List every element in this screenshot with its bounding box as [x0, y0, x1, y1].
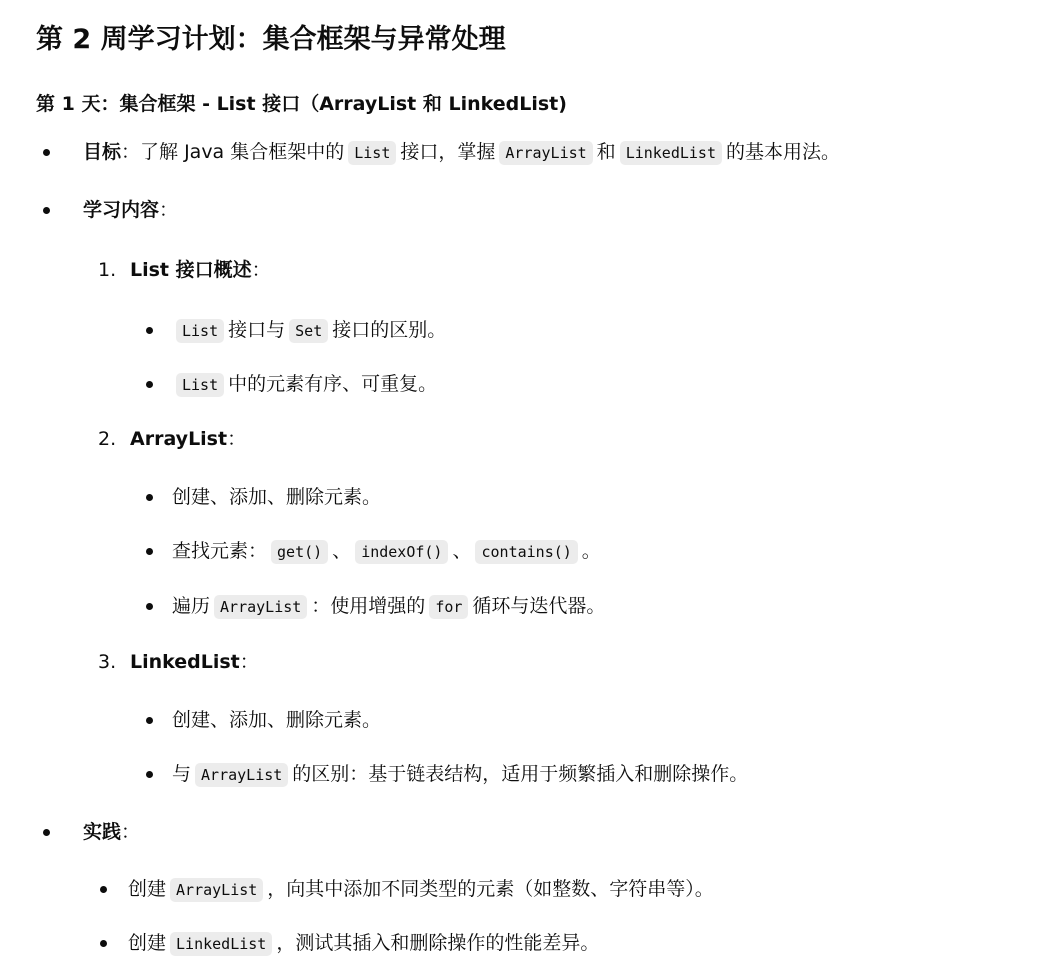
item-text: 查找元素： — [172, 540, 268, 562]
goal-text: 了解 Java 集合框架中的 — [140, 141, 345, 163]
inline-code: for — [429, 595, 468, 619]
bullet-dot — [100, 940, 107, 947]
section-heading — [130, 256, 271, 284]
colon: ： — [251, 259, 271, 281]
inline-code: ArrayList — [195, 763, 288, 787]
list-item — [172, 760, 748, 789]
inline-code: indexOf() — [355, 540, 448, 564]
item-text: ，向其中添加不同类型的元素（如整数、字符串等）。 — [267, 878, 714, 900]
section-label: List 接口概述 — [130, 259, 252, 281]
content-item — [83, 196, 178, 224]
item-text: 遍历 — [172, 595, 211, 617]
practice-item — [83, 818, 140, 846]
inline-code: Set — [289, 319, 328, 343]
inline-code: List — [348, 141, 396, 165]
inline-code: LinkedList — [620, 141, 722, 165]
colon: ： — [227, 428, 247, 450]
inline-code: contains() — [475, 540, 577, 564]
bullet-dot — [146, 548, 153, 555]
goal-text: 接口，掌握 — [400, 141, 496, 163]
item-text: 创建 — [128, 932, 167, 954]
goal-item — [83, 138, 840, 167]
item-text: 接口的区别。 — [332, 319, 447, 341]
list-item — [172, 592, 605, 621]
list-number: 2. — [98, 428, 117, 450]
page-title: 第 2 周学习计划：集合框架与异常处理 — [36, 24, 506, 55]
item-text: 。 — [581, 540, 601, 562]
inline-code: LinkedList — [170, 932, 272, 956]
item-text: 循环与迭代器。 — [472, 595, 606, 617]
list-item — [172, 537, 601, 566]
section-label: ArrayList — [130, 428, 228, 450]
list-item — [128, 929, 599, 958]
bullet-dot — [43, 829, 50, 836]
colon: ： — [121, 821, 141, 843]
section-heading — [130, 425, 246, 453]
goal-text: 的基本用法。 — [726, 141, 841, 163]
bullet-dot — [146, 327, 153, 334]
list-item — [128, 875, 714, 904]
bullet-dot — [146, 717, 153, 724]
inline-code: get() — [271, 540, 328, 564]
item-text: 创建、添加、删除元素。 — [172, 486, 382, 508]
inline-code: ArrayList — [214, 595, 307, 619]
list-item — [172, 483, 381, 511]
inline-code: List — [176, 373, 224, 397]
item-text: 创建 — [128, 878, 167, 900]
item-text: ：使用增强的 — [311, 595, 426, 617]
goal-text: 和 — [596, 141, 616, 163]
section-heading — [130, 648, 259, 676]
bullet-dot — [146, 494, 153, 501]
item-text: 接口与 — [228, 319, 286, 341]
item-text: 、 — [332, 540, 352, 562]
inline-code: List — [176, 319, 224, 343]
list-item — [172, 706, 381, 734]
colon: ： — [159, 199, 179, 221]
bullet-dot — [146, 603, 153, 610]
inline-code: ArrayList — [170, 878, 263, 902]
practice-label: 实践 — [83, 821, 122, 843]
item-text: 与 — [172, 763, 192, 785]
item-text: 的区别：基于链表结构，适用于频繁插入和删除操作。 — [292, 763, 749, 785]
day-heading: 第 1 天：集合框架 - List 接口（ArrayList 和 LinkedList) — [36, 93, 567, 115]
inline-code: ArrayList — [499, 141, 592, 165]
list-item — [172, 316, 446, 345]
item-text: 、 — [452, 540, 472, 562]
item-text: ，测试其插入和删除操作的性能差异。 — [276, 932, 600, 954]
item-text: 中的元素有序、可重复。 — [228, 373, 438, 395]
goal-label: 目标 — [83, 141, 122, 163]
item-text: 创建、添加、删除元素。 — [172, 709, 382, 731]
bullet-dot — [100, 886, 107, 893]
list-number: 1. — [98, 259, 117, 281]
bullet-dot — [43, 149, 50, 156]
colon: ： — [121, 141, 141, 163]
list-item — [172, 370, 437, 399]
colon: ： — [239, 651, 259, 673]
list-number: 3. — [98, 651, 117, 673]
bullet-dot — [146, 771, 153, 778]
bullet-dot — [43, 207, 50, 214]
section-label: LinkedList — [130, 651, 240, 673]
bullet-dot — [146, 381, 153, 388]
content-label: 学习内容 — [83, 199, 160, 221]
